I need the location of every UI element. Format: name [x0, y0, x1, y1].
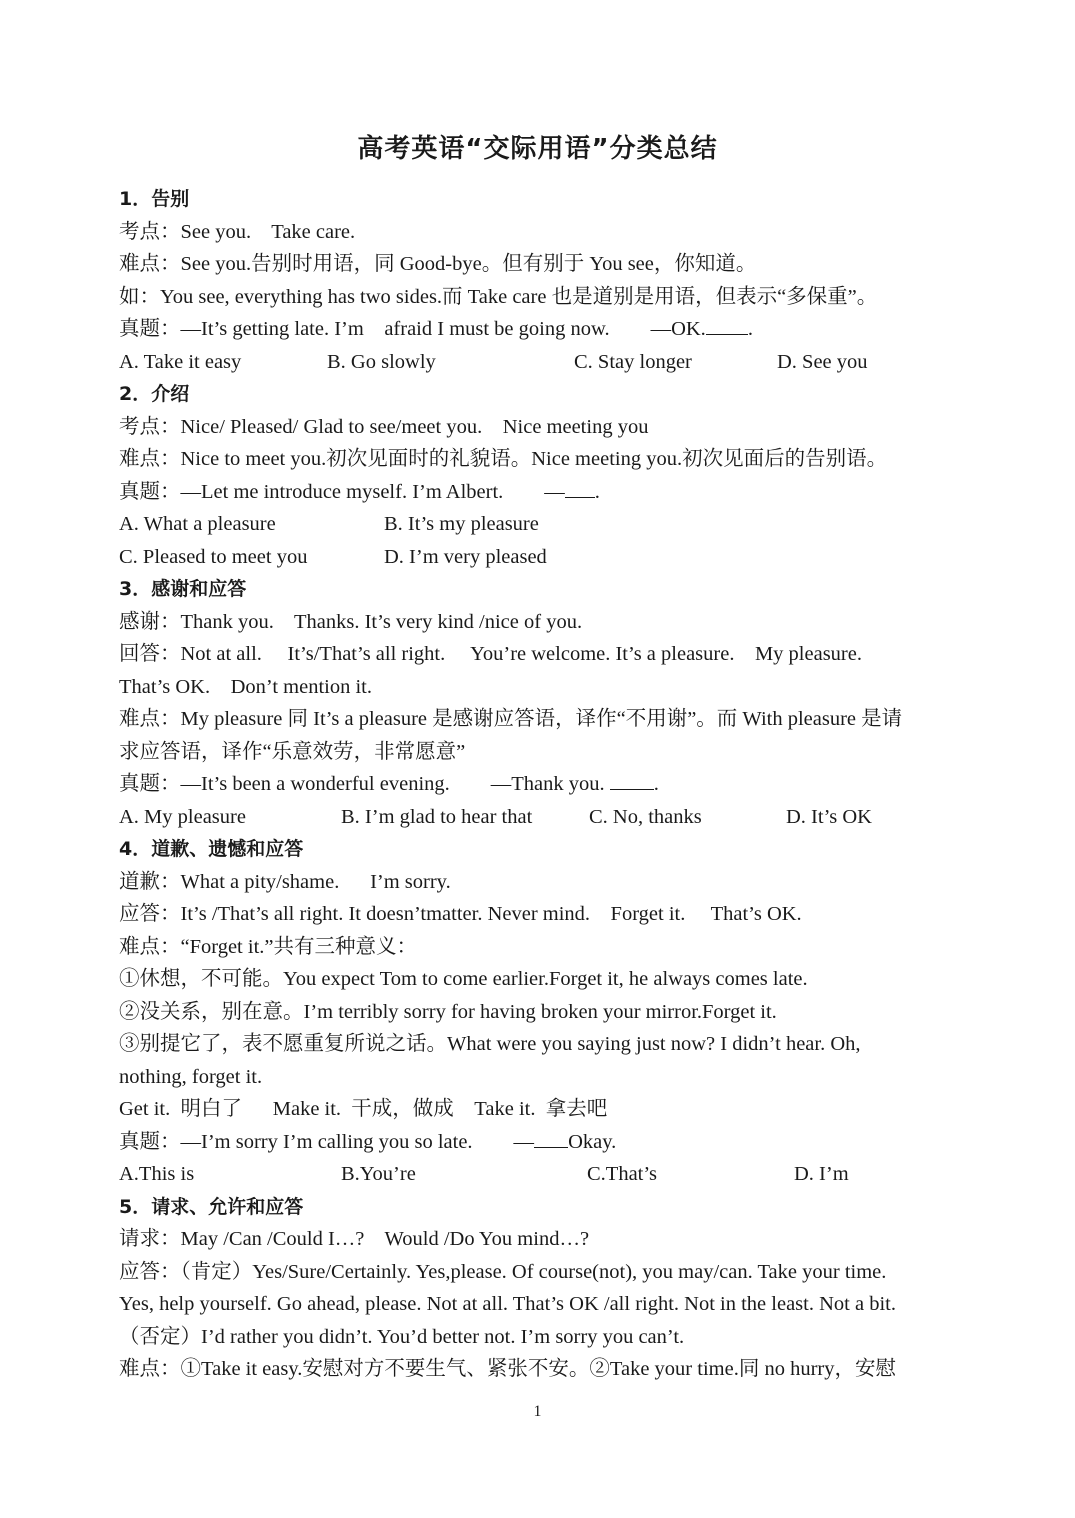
text-line: 感谢：Thank you. Thanks. It’s very kind /nice of you.	[119, 610, 583, 633]
page-number: 1	[533, 1403, 542, 1420]
options-line	[119, 508, 959, 541]
text-line: 应答：（肯定）Yes/Sure/Certainly. Yes,please. Of course(not), you may/can. Take your time.	[119, 1260, 887, 1283]
option-a: A. What a pleasure	[119, 513, 276, 535]
answer-blank	[706, 316, 748, 335]
text-line: nothing, forget it.	[119, 1065, 263, 1088]
text-line: 应答：It’s /That’s all right. It doesn’tmatter. Never mind. Forget it. That’s OK.	[119, 903, 802, 925]
option-a: A.This is	[119, 1163, 195, 1185]
page-title: 高考英语“交际用语”分类总结	[357, 134, 718, 164]
question-line	[119, 1126, 959, 1159]
section-heading: 4．道歉、遗憾和应答	[119, 838, 304, 860]
answer-blank	[534, 1129, 568, 1148]
question-line	[119, 476, 959, 509]
question-line	[119, 313, 959, 346]
section-heading: 1．告别	[119, 188, 190, 210]
text-line: 求应答语，译作“乐意效劳，非常愿意”	[119, 740, 466, 763]
option-d: D. I’m	[794, 1163, 849, 1185]
text-line: Get it. 明白了 Make it. 干成，做成 Take it. 拿去吧	[119, 1098, 608, 1120]
option-c: C. Pleased to meet you	[119, 545, 308, 568]
option-b: B.You’re	[341, 1163, 416, 1185]
text-line: 请求：May /Can /Could I…? Would /Do You mind…?	[119, 1228, 590, 1250]
text-line: ③别提它了，表不愿重复所说之话。What were you saying just now? I didn’t hear. Oh,	[119, 1033, 861, 1055]
option-c: C. No, thanks	[589, 805, 702, 828]
question-text: 真题：—Let me introduce myself. I’m Albert. —	[119, 480, 565, 503]
option-b: B. It’s my pleasure	[384, 513, 539, 535]
options-line	[119, 801, 959, 834]
option-d: D. See you	[777, 350, 868, 373]
text-line: （否定）I’d rather you didn’t. You’d better not. I’m sorry you can’t.	[119, 1325, 685, 1348]
text-line: Yes, help yourself. Go ahead, please. Not at all. That’s OK /all right. Not in the least. Not a bit.	[119, 1293, 896, 1315]
option-c: C. Stay longer	[574, 350, 692, 373]
text-line: ②没关系，别在意。I’m terribly sorry for having broken your mirror.Forget it.	[119, 1000, 777, 1023]
question-text: 真题：—It’s been a wonderful evening. —Thank you.	[119, 773, 610, 795]
answer-blank	[610, 771, 654, 790]
option-a: A. My pleasure	[119, 805, 246, 828]
option-d: D. It’s OK	[786, 805, 872, 828]
question-suffix: .	[653, 773, 659, 795]
question-text: 真题：—It’s getting late. I’m afraid I must be going now. —OK.	[119, 318, 706, 340]
text-line: That’s OK. Don’t mention it.	[119, 675, 373, 698]
question-suffix: .	[747, 318, 753, 340]
text-line: 难点：“Forget it.”共有三种意义：	[119, 935, 417, 958]
section-heading: 5．请求、允许和应答	[119, 1195, 304, 1218]
text-line: 难点：See you.告别时用语，同 Good-bye。但有别于 You see，你知道。	[119, 253, 757, 275]
option-b: B. I’m glad to hear that	[341, 805, 533, 828]
text-line: 难点：①Take it easy.安慰对方不要生气、紧张不安。②Take your time.同 no hurry，安慰	[119, 1358, 896, 1380]
question-line	[119, 768, 959, 801]
question-suffix: Okay.	[568, 1130, 617, 1153]
text-line: ①休想，不可能。You expect Tom to come earlier.Forget it, he always comes late.	[119, 968, 808, 990]
text-line: 回答：Not at all. It’s/That’s all right. You’re welcome. It’s a pleasure. My pleasure.	[119, 643, 862, 665]
section-heading: 3．感谢和应答	[119, 578, 247, 600]
question-text: 真题：—I’m sorry I’m calling you so late. —	[119, 1130, 535, 1153]
text-line: 考点：Nice/ Pleased/ Glad to see/meet you. Nice meeting you	[119, 415, 649, 438]
option-d: D. I’m very pleased	[384, 545, 547, 568]
option-a: A. Take it easy	[119, 350, 242, 373]
text-line: 道歉：What a pity/shame. I’m sorry.	[119, 870, 451, 893]
options-line	[119, 541, 959, 574]
options-line	[119, 346, 959, 379]
text-line: 考点：See you. Take care.	[119, 220, 356, 243]
document-body	[119, 183, 959, 1386]
text-line: 难点：My pleasure 同 It’s a pleasure 是感谢应答语，译作“不用谢”。而 With pleasure 是请	[119, 708, 903, 730]
options-line	[119, 1158, 959, 1191]
text-line: 难点：Nice to meet you.初次见面时的礼貌语。Nice meeting you.初次见面后的告别语。	[119, 448, 888, 470]
question-suffix: .	[594, 480, 600, 503]
text-line: 如：You see, everything has two sides.而 Take care 也是道别是用语，但表示“多保重”。	[119, 285, 878, 308]
answer-blank	[565, 479, 595, 498]
section-heading: 2．介绍	[119, 383, 190, 405]
option-c: C.That’s	[587, 1163, 658, 1185]
option-b: B. Go slowly	[327, 350, 436, 373]
